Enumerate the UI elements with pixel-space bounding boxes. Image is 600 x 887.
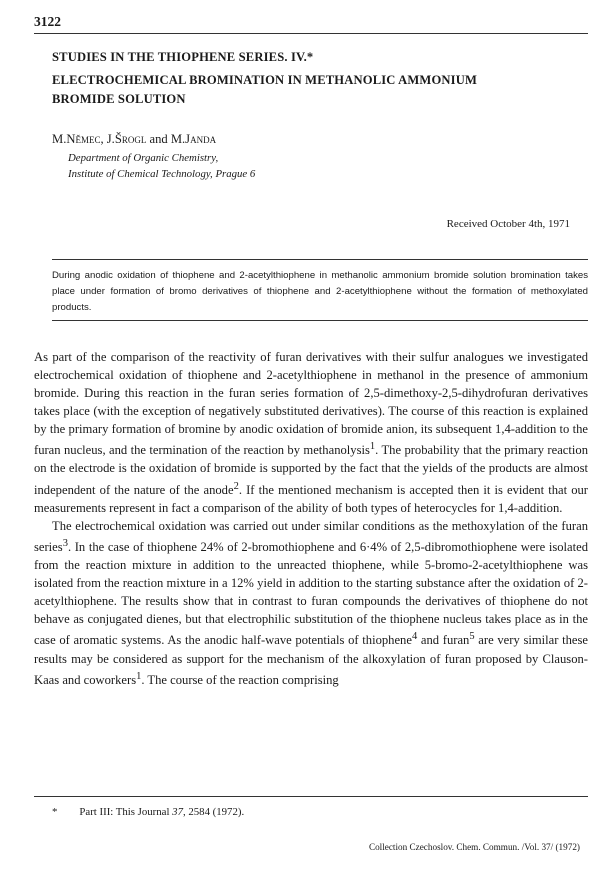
body-text [34,348,588,689]
abstract-bottom-rule [52,320,588,321]
author-1-initial: M. [52,132,67,146]
paragraph-1 [34,348,588,517]
abstract-top-rule [52,259,588,260]
p1-text-b: . The probability that the primary reaction on the electrode is the oxidation of bromide is supported by the fact that the yields of the products are almost independent of the nature of the anode [34,443,588,497]
received-date: Received October 4th, 1971 [446,218,570,230]
footnote-rule [34,796,588,797]
p2-text-e: . The course of the reaction comprising [141,672,339,687]
title-line-2: ELECTROCHEMICAL BROMINATION IN METHANOLIC AMMONIUM [52,73,477,87]
ref-superscript: 4 [411,631,418,643]
ref-superscript: 5 [469,631,475,643]
footnote-text-a: Part III: This Journal [79,806,173,818]
ref-superscript: 1 [369,441,376,453]
ref-superscript: 2 [233,480,239,492]
p1-text-c: . If the mentioned mechanism is accepted then it is evident that our measurements represent in fact a comparison of the ability of both types of heterocycles for 1,4-addition. [34,482,588,515]
p2-text-a: The electrochemical oxidation was carried out under similar conditions as the methoxylation of the furan series [34,518,588,555]
title-line-1: STUDIES IN THE THIOPHENE SERIES. IV.* [52,50,314,64]
affiliation-line-1: Department of Organic Chemistry, [68,152,219,164]
ref-superscript: 3 [62,537,68,549]
affiliation-line-2: Institute of Chemical Technology, Prague 6 [68,168,256,180]
paragraph-2 [34,517,588,689]
p2-text-c: and furan [417,633,470,648]
author-3-name: Janda [185,132,217,146]
page-number: 3122 [34,14,61,29]
p2-text-b: . In the case of thiophene 24% of 2-bromothiophene and 6·4% of 2,5-dibromothiophene were isolated from the reaction mixture in addition to the unreacted thiophene, while 5-bromo-2-acetylthiophene was isolated from the reaction mixture in a 12% yield in addition to the starting substance after the oxidation of 2-acetylthiophene. The results show that in contrast to furan compounds the derivatives of thiophene do not behave as conjugated dienes, but that electrophilic substitution of the thiophene nucleus takes place as in the case of aromatic systems. As the anodic half-wave potentials of thiophene [34,540,588,648]
header-rule [34,33,588,34]
title-line-3: BROMIDE SOLUTION [52,92,186,106]
ref-superscript: 1 [136,670,142,682]
p2-text-d: are very similar these results may be considered as support for the mechanism of the alkoxylation of furan proposed by Clauson-Kaas and coworkers [34,633,589,687]
p1-text-a: As part of the comparison of the reactivity of furan derivatives with their sulfur analogues we investigated electrochemical oxidation of thiophene and 2-acetylthiophene in methanol in the presence of ammonium bromide. During this reaction in the furan series formation of 2,5-dimethoxy-2,5-dihydrofuran derivatives takes place (with the exception of negatively substituted derivatives). The course of this reaction is explained by the primary formation of bromine by anodic oxidation of bromide anion, its subsequent 1,4-addition to the furan nucleus, and the termination of the reaction by methanolysis [34,350,588,458]
authors [52,132,216,147]
footnote-text-b: , 2584 (1972). [182,806,245,818]
footnote-marker: * [52,806,58,818]
author-1-name: Němec [66,132,101,146]
author-separator-2: and M. [146,132,186,146]
footnote-volume: 37 [172,806,183,818]
footnote [52,806,244,818]
journal-footer: Collection Czechoslov. Chem. Commun. /Vol. 37/ (1972) [368,842,580,852]
abstract: During anodic oxidation of thiophene and 2-acetylthiophene in methanolic ammonium bromide solution bromination takes place under formation of bromo derivatives of thiophene and 2-acetylthiophene without the formation of methoxylated products. [52,270,588,313]
author-2-name: Šrogl [114,132,147,146]
author-separator-1: , J. [100,132,115,146]
